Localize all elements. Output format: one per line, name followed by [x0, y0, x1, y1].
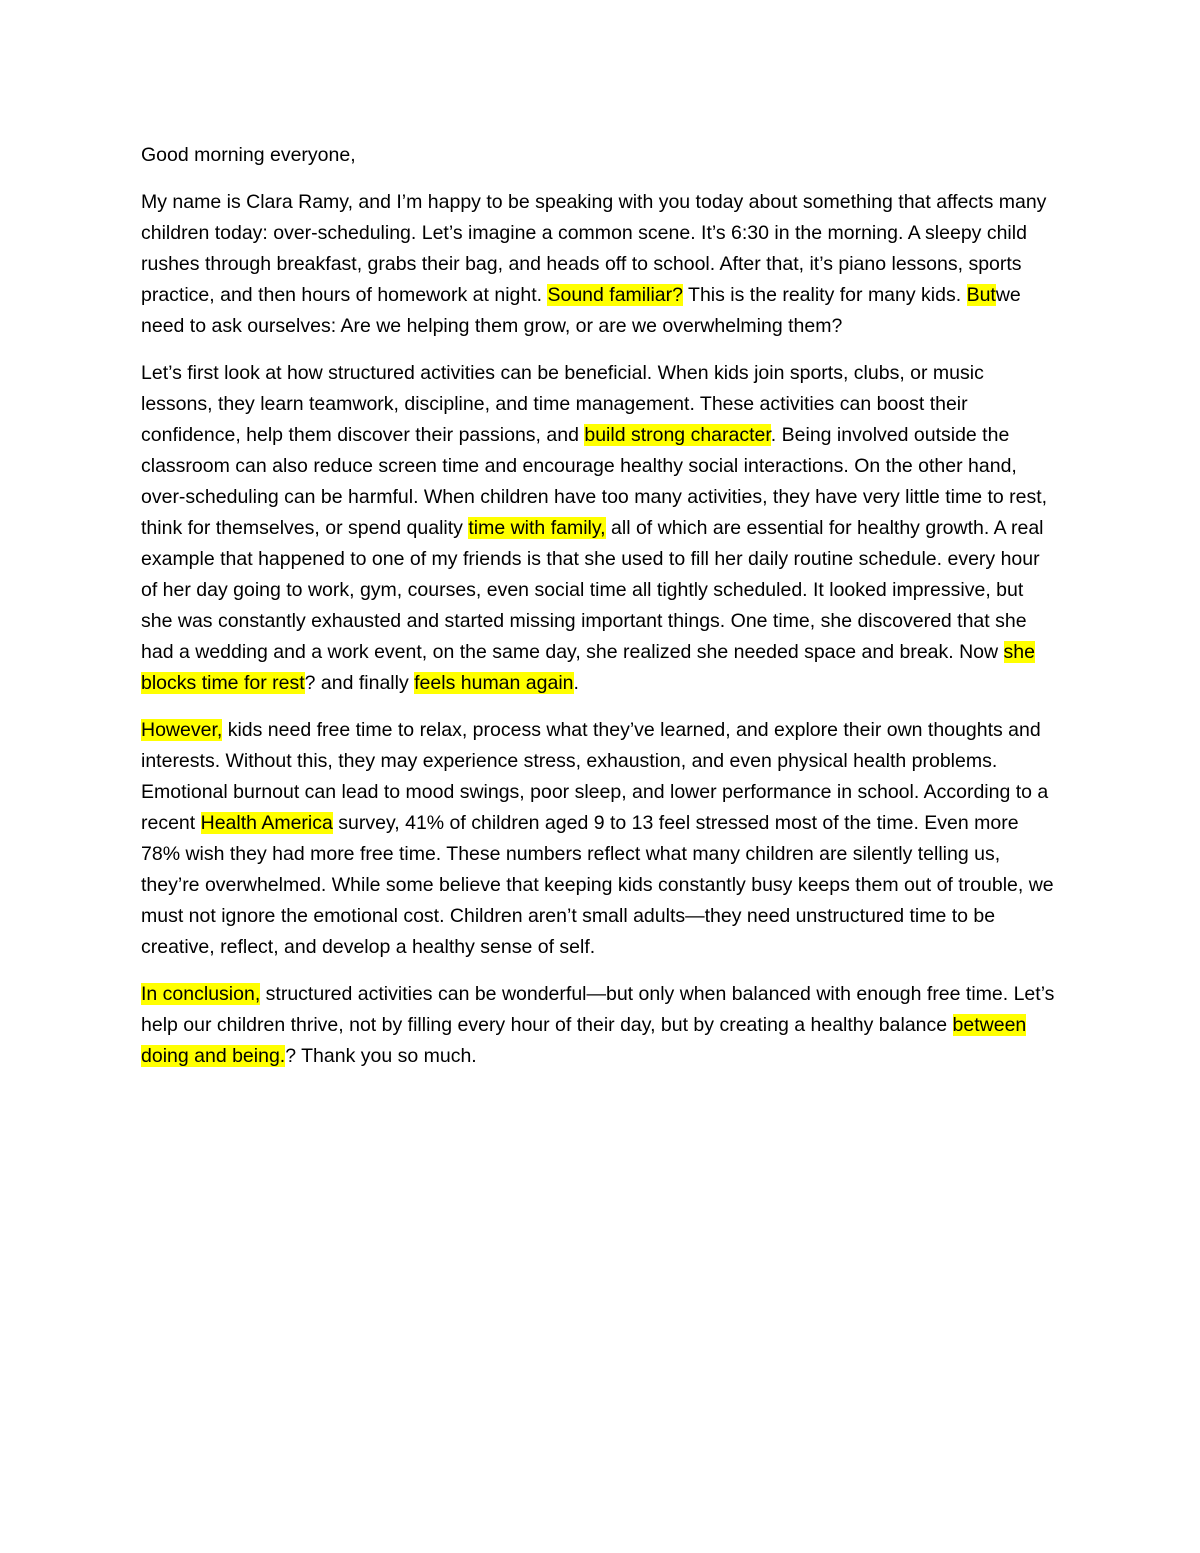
highlighted-text: Sound familiar?	[547, 284, 683, 306]
highlighted-text: However,	[141, 719, 223, 741]
text-run: survey, 41% of children aged 9 to 13 feel stressed most of the time. Even more 78% wish they had more free time. These numbers reflect what many children are silently telling us, they’re overwhelmed. While some believe that keeping kids constantly busy keeps them out of trouble, we must not ignore the emotional cost. Children aren’t small adults—they need unstructured time to be creative, reflect, and develop a healthy sense of self.	[141, 812, 1054, 958]
text-run: all of which are essential for healthy growth. A real example that happened to one of my friends is that she used to fill her daily routine schedule. every hour of her day going to work, gym, courses, even social time all tightly scheduled. It looked impressive, but she was constantly exhausted and started missing important things. One time, she discovered that she had a wedding and a work event, on the same day, she realized she needed space and break. Now	[141, 517, 1044, 663]
text-run: .	[573, 672, 579, 694]
highlighted-text: build strong character	[584, 424, 771, 446]
paragraph-body-1	[141, 358, 1059, 699]
highlighted-text: she blocks time for rest	[141, 641, 1035, 694]
text-run: structured activities can be wonderful—but only when balanced with enough free time. Let’s help our children thrive, not by filling every hour of their day, but by creating a healthy balance	[141, 983, 1055, 1036]
text-run: we need to ask ourselves: Are we helping them grow, or are we overwhelming them?	[141, 284, 1021, 337]
highlighted-text: between doing and being.	[141, 1014, 1027, 1067]
text-run: ? Thank you so much.	[285, 1045, 477, 1067]
paragraph-body-2	[141, 715, 1059, 963]
text-run: kids need free time to relax, process what they’ve learned, and explore their own thoughts and interests. Without this, they may experience stress, exhaustion, and even physical health problems. Emotional burnout can lead to mood swings, poor sleep, and lower performance in school. According to a recent	[141, 719, 1049, 834]
highlighted-text: In conclusion,	[141, 983, 261, 1005]
text-run: ? and finally	[304, 672, 415, 694]
paragraph-intro	[141, 187, 1059, 342]
text-run: This is the reality for many kids.	[682, 284, 967, 306]
text-run: Let’s first look at how structured activities can be beneficial. When kids join sports, clubs, or music lessons, they learn teamwork, discipline, and time management. These activities can boost their confidence, help them discover their passions, and	[141, 362, 984, 446]
highlighted-text: feels human again	[414, 672, 574, 694]
paragraph-conclusion	[141, 979, 1059, 1072]
highlighted-text: Health America	[200, 812, 333, 834]
document-body	[141, 140, 1059, 1088]
text-run: . Being involved outside the classroom can also reduce screen time and encourage healthy social interactions. On the other hand, over-scheduling can be harmful. When children have too many activities, they have very little time to rest, think for themselves, or spend quality	[141, 424, 1048, 539]
paragraph-greeting	[141, 140, 1059, 171]
highlighted-text: But	[966, 284, 996, 306]
highlighted-text: time with family,	[468, 517, 606, 539]
text-run: Good morning everyone,	[141, 144, 356, 166]
text-run: My name is Clara Ramy, and I’m happy to be speaking with you today about something that affects many children today: over-scheduling. Let’s imagine a common scene. It’s 6:30 in the morning. A sleepy child rushes through breakfast, grabs their bag, and heads off to school. After that, it’s piano lessons, sports practice, and then hours of homework at night.	[141, 191, 1047, 306]
